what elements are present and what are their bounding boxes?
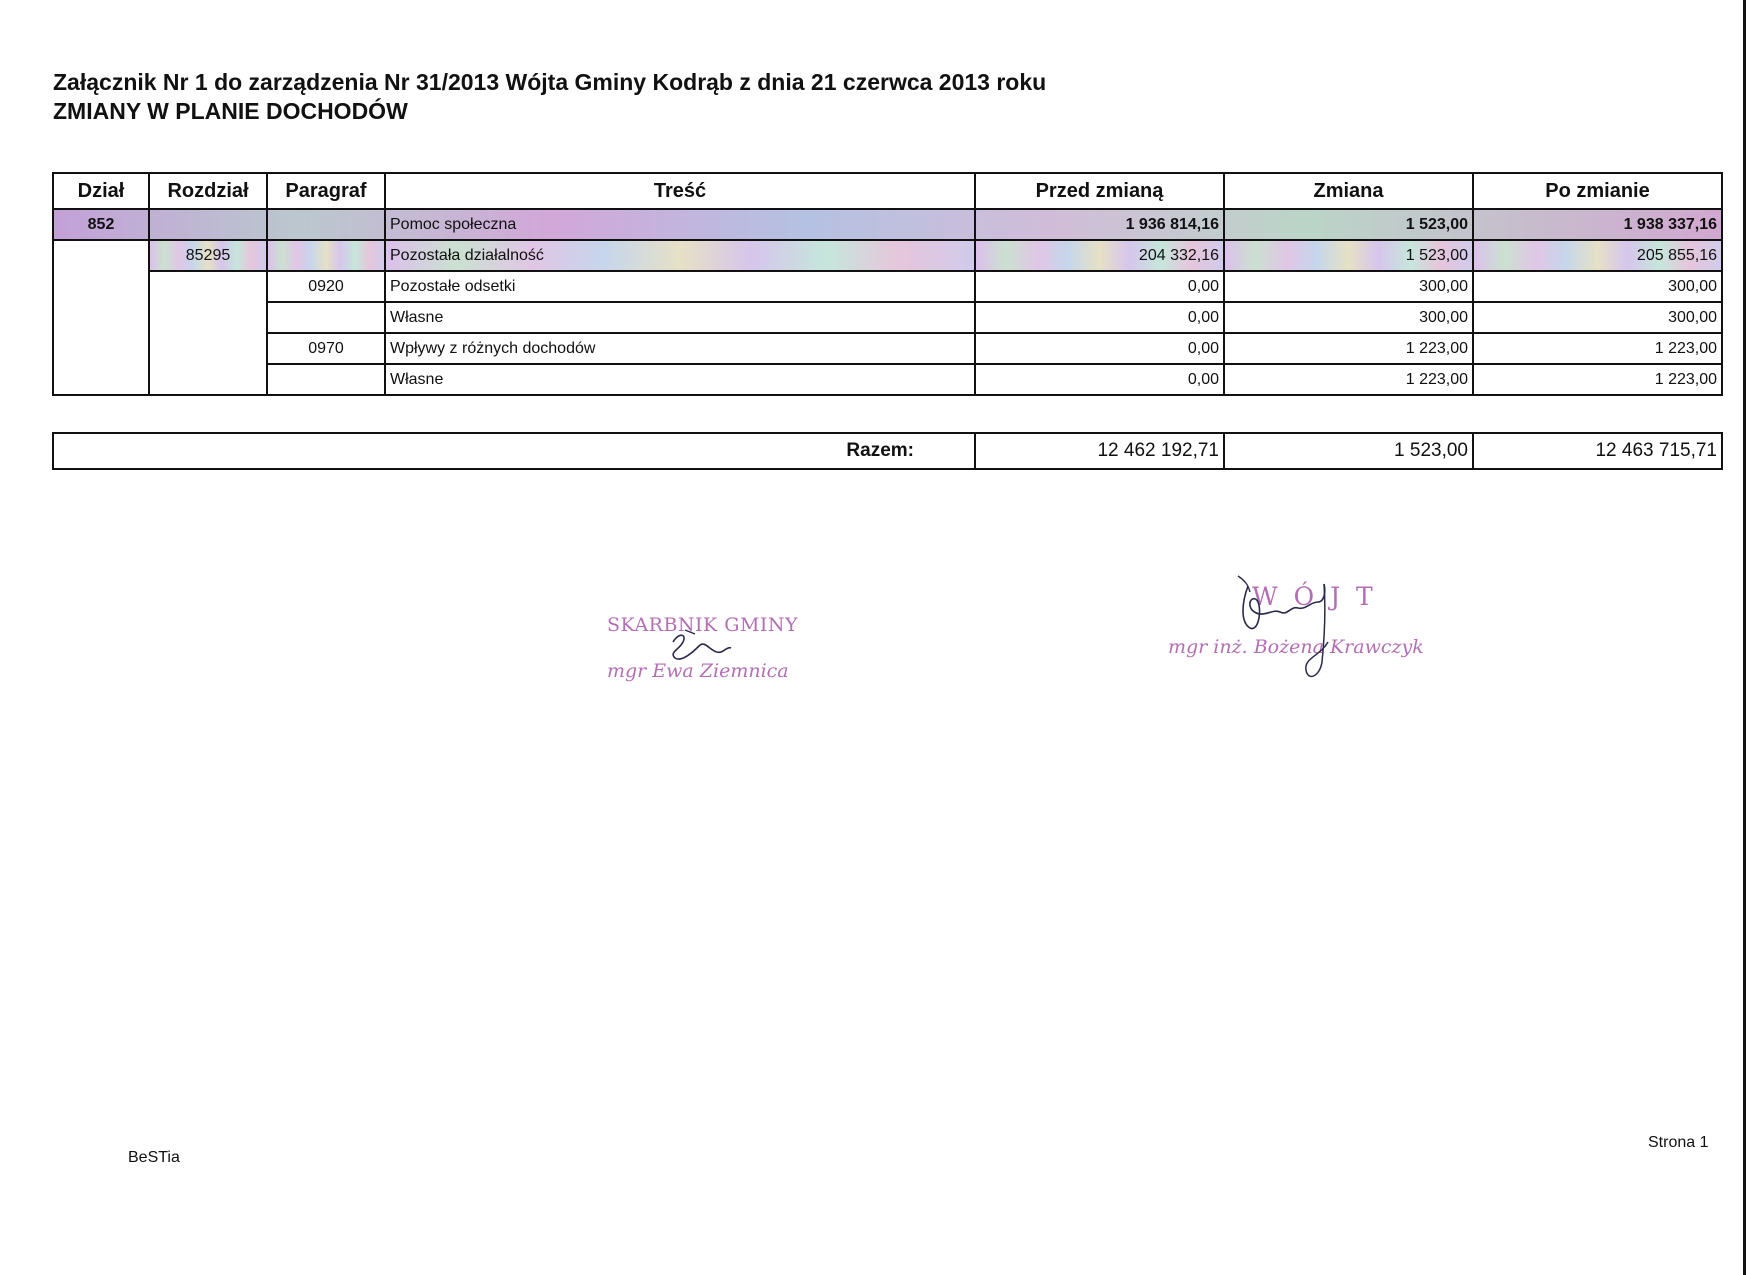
cell-przed: 1 936 814,16 bbox=[975, 209, 1224, 240]
table-row bbox=[53, 209, 1722, 240]
cell-przed: 0,00 bbox=[975, 271, 1224, 302]
income-changes-table bbox=[52, 172, 1723, 396]
scan-edge bbox=[1743, 0, 1746, 1275]
cell-przed: 204 332,16 bbox=[975, 240, 1224, 271]
cell-zmiana: 300,00 bbox=[1224, 302, 1473, 333]
table-row bbox=[53, 302, 1722, 333]
table-header-row bbox=[53, 173, 1722, 209]
cell-tresc: Wpływy z różnych dochodów bbox=[385, 333, 975, 364]
cell-zmiana: 1 223,00 bbox=[1224, 364, 1473, 395]
cell-tresc: Pomoc społeczna bbox=[385, 209, 975, 240]
column-header-zmiana: Zmiana bbox=[1224, 173, 1473, 209]
column-header-dzial: Dział bbox=[53, 173, 149, 209]
cell-rozdzial: 85295 bbox=[149, 240, 267, 271]
cell-po: 300,00 bbox=[1473, 271, 1722, 302]
table-row bbox=[53, 364, 1722, 395]
skarbnik-stamp-title: SKARBNIK GMINY bbox=[607, 614, 799, 636]
cell-przed: 0,00 bbox=[975, 302, 1224, 333]
wojt-stamp-name: mgr inż. Bożena Krawczyk bbox=[1168, 636, 1424, 658]
table-row bbox=[53, 333, 1722, 364]
skarbnik-stamp-name: mgr Ewa Ziemnica bbox=[607, 660, 789, 682]
skarbnik-signature bbox=[665, 628, 735, 666]
cell-przed: 0,00 bbox=[975, 333, 1224, 364]
summary-row bbox=[53, 433, 1722, 469]
wojt-signature bbox=[1228, 572, 1348, 690]
column-header-paragraf: Paragraf bbox=[267, 173, 385, 209]
cell-paragraf bbox=[267, 364, 385, 395]
cell-paragraf bbox=[267, 302, 385, 333]
summary-label: Razem: bbox=[53, 433, 975, 469]
document-subtitle: ZMIANY W PLANIE DOCHODÓW bbox=[53, 98, 408, 124]
cell-zmiana: 1 223,00 bbox=[1224, 333, 1473, 364]
cell-zmiana: 300,00 bbox=[1224, 271, 1473, 302]
cell-paragraf: 0970 bbox=[267, 333, 385, 364]
cell-po: 1 223,00 bbox=[1473, 364, 1722, 395]
cell-zmiana: 1 523,00 bbox=[1224, 209, 1473, 240]
cell-paragraf: 0920 bbox=[267, 271, 385, 302]
cell-zmiana: 1 523,00 bbox=[1224, 240, 1473, 271]
cell-po: 1 938 337,16 bbox=[1473, 209, 1722, 240]
cell-po: 1 223,00 bbox=[1473, 333, 1722, 364]
cell-rozdzial-empty bbox=[149, 271, 267, 395]
cell-paragraf bbox=[267, 209, 385, 240]
summary-table bbox=[52, 432, 1723, 470]
summary-zmiana: 1 523,00 bbox=[1224, 433, 1473, 469]
table-row bbox=[53, 240, 1722, 271]
cell-tresc: Pozostałe odsetki bbox=[385, 271, 975, 302]
cell-rozdzial bbox=[149, 209, 267, 240]
summary-po: 12 463 715,71 bbox=[1473, 433, 1722, 469]
cell-po: 300,00 bbox=[1473, 302, 1722, 333]
cell-dzial-empty bbox=[53, 240, 149, 395]
document-title: Załącznik Nr 1 do zarządzenia Nr 31/2013 Wójta Gminy Kodrąb z dnia 21 czerwca 2013 roku bbox=[53, 69, 1047, 95]
summary-przed: 12 462 192,71 bbox=[975, 433, 1224, 469]
column-header-po: Po zmianie bbox=[1473, 173, 1722, 209]
column-header-przed: Przed zmianą bbox=[975, 173, 1224, 209]
cell-tresc: Własne bbox=[385, 302, 975, 333]
footer-page-number: Strona 1 bbox=[1648, 1134, 1709, 1151]
table-row bbox=[53, 271, 1722, 302]
document-header bbox=[53, 68, 1046, 126]
cell-paragraf bbox=[267, 240, 385, 271]
column-header-tresc: Treść bbox=[385, 173, 975, 209]
cell-dzial: 852 bbox=[53, 209, 149, 240]
footer-software: BeSTia bbox=[128, 1149, 180, 1166]
column-header-rozdzial: Rozdział bbox=[149, 173, 267, 209]
cell-przed: 0,00 bbox=[975, 364, 1224, 395]
wojt-stamp-title: W Ó J T bbox=[1252, 582, 1377, 611]
cell-tresc: Własne bbox=[385, 364, 975, 395]
cell-po: 205 855,16 bbox=[1473, 240, 1722, 271]
cell-tresc: Pozostała działalność bbox=[385, 240, 975, 271]
